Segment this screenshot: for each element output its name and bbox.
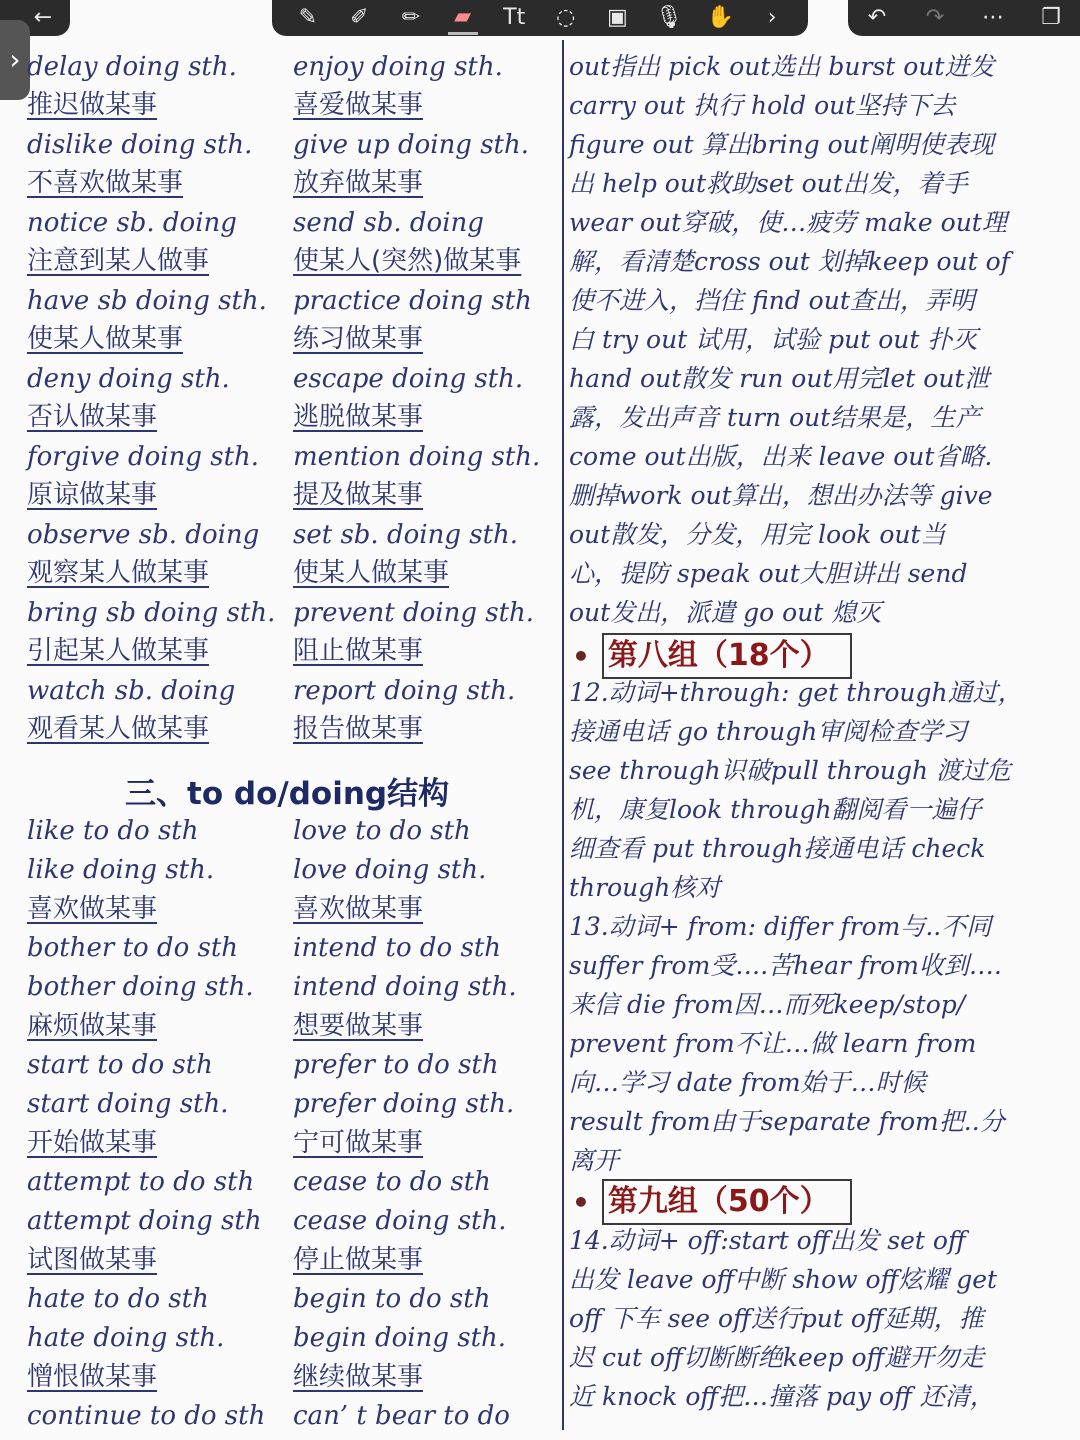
phrase-chinese: 报告做某事 [293, 714, 424, 744]
phrase-chinese: 想要做某事 [293, 1011, 424, 1041]
highlighter-icon[interactable]: ✐ [350, 5, 369, 30]
phrase-english: prevent doing sth. [293, 598, 535, 628]
right-note-line: 离开 [569, 1146, 620, 1175]
phrase-english: can’ t bear to do [293, 1401, 510, 1431]
right-note-line: out散发，分发，用完 look out当 [569, 520, 946, 549]
bullet-icon: • [572, 1185, 590, 1219]
right-note-line: 解，看清楚cross out 划掉keep out of [569, 247, 1010, 276]
phrase-english: like to do sth [27, 816, 199, 846]
phrase-english: bring sb doing sth. [27, 598, 276, 628]
right-note-line: see through识破pull through 渡过危 [569, 756, 1012, 785]
right-note-line: 露，发出声音 turn out结果是，生产 [569, 403, 981, 432]
phrase-chinese: 推迟做某事 [27, 90, 158, 120]
hand-icon[interactable]: ✋ [706, 5, 735, 30]
drawing-toolbar [272, 0, 808, 36]
phrase-english: set sb. doing sth. [293, 520, 519, 550]
phrase-chinese: 喜欢做某事 [27, 894, 158, 924]
right-note-line: result from由于separate from把..分 [569, 1107, 1005, 1136]
phrase-english: intend doing sth. [293, 972, 517, 1002]
right-note-line: off 下车 see off送行put off延期，推 [569, 1304, 984, 1333]
sidebar-toggle[interactable] [0, 20, 30, 100]
phrase-english: forgive doing sth. [27, 442, 260, 472]
back-arrow-icon[interactable]: ← [33, 5, 53, 30]
phrase-chinese: 麻烦做某事 [27, 1011, 158, 1041]
phrase-english: love to do sth [293, 816, 471, 846]
phrase-chinese: 放弃做某事 [293, 168, 424, 198]
right-note-line: 出 help out救助set out出发，着手 [569, 169, 968, 198]
right-note-line: 心，提防 speak out大胆讲出 send [569, 559, 968, 588]
right-note-line: 13.动词+ from: differ from与..不同 [569, 912, 992, 941]
phrase-english: cease to do sth [293, 1167, 491, 1197]
phrase-chinese: 使某人做某事 [27, 324, 184, 354]
phrase-english: delay doing sth. [27, 52, 237, 82]
phrase-chinese: 使某人做某事 [293, 558, 450, 588]
right-note-line: 向…学习 date from始于…时候 [569, 1068, 926, 1097]
phrase-chinese: 停止做某事 [293, 1245, 424, 1275]
pen-icon[interactable]: ✎ [298, 5, 318, 30]
phrase-english: bother to do sth [27, 933, 239, 963]
phrase-english: mention doing sth. [293, 442, 541, 472]
right-note-line: 细查看 put through接通电话 check [569, 834, 986, 863]
right-note-line: 使不进入，挡住 find out查出，弄明 [569, 286, 975, 315]
chevron-right-icon: › [9, 43, 21, 76]
right-note-line: 12.动词+through: get through通过， [569, 678, 1023, 707]
phrase-english: begin doing sth. [293, 1323, 507, 1353]
pages-icon[interactable]: ❐ [1041, 5, 1061, 30]
marker-icon[interactable]: ✏ [401, 5, 421, 30]
mic-icon[interactable]: 🎙 [654, 5, 683, 30]
right-note-line: 近 knock off把…撞落 pay off 还清， [569, 1382, 995, 1411]
right-note-line: 迟 cut off切断断绝keep off避开勿走 [569, 1343, 985, 1372]
phrase-english: attempt to do sth [27, 1167, 255, 1197]
image-icon[interactable]: ▣ [606, 5, 628, 30]
group-9-label: 第九组（50个） [602, 1179, 852, 1225]
eraser-icon[interactable]: ▰ [448, 2, 478, 35]
phrase-english: love doing sth. [293, 855, 487, 885]
right-note-line: 接通电话 go through审阅检查学习 [569, 717, 968, 746]
right-note-line: wear out穿破，使…疲劳 make out理 [569, 208, 1007, 237]
group-8-header [572, 636, 852, 676]
right-note-line: out发出，派遣 go out 熄灭 [569, 598, 882, 627]
right-note-line: out指出 pick out选出 burst out迸发 [569, 52, 995, 81]
right-note-line: carry out 执行 hold out坚持下去 [569, 91, 956, 120]
phrase-chinese: 原谅做某事 [27, 480, 158, 510]
phrase-english: notice sb. doing [27, 208, 237, 238]
phrase-chinese: 观看某人做某事 [27, 714, 210, 744]
phrase-chinese: 注意到某人做事 [27, 246, 210, 276]
phrase-chinese: 否认做某事 [27, 402, 158, 432]
phrase-english: cease doing sth. [293, 1206, 507, 1236]
right-note-line: prevent from不让…做 learn from [569, 1029, 977, 1058]
phrase-chinese: 开始做某事 [27, 1128, 158, 1158]
phrase-english: intend to do sth [293, 933, 502, 963]
phrase-english: begin to do sth [293, 1284, 491, 1314]
right-note-line: 白 try out 试用，试验 put out 扑灭 [569, 325, 978, 354]
phrase-english: attempt doing sth [27, 1206, 262, 1236]
phrase-english: start to do sth [27, 1050, 213, 1080]
redo-icon[interactable]: ↷ [925, 5, 945, 30]
phrase-english: watch sb. doing [27, 676, 236, 706]
phrase-chinese: 试图做某事 [27, 1245, 158, 1275]
right-note-line: 机，康复look through翻阅看一遍仔 [569, 795, 982, 824]
phrase-chinese: 宁可做某事 [293, 1128, 424, 1158]
text-icon[interactable]: Tt [503, 5, 526, 30]
phrase-english: hate to do sth [27, 1284, 209, 1314]
chevron-right-icon[interactable]: › [767, 5, 777, 30]
right-note-line: 删掉work out算出，想出办法等 give [569, 481, 993, 510]
right-note-line: figure out 算出bring out阐明使表现 [569, 130, 994, 159]
phrase-chinese: 不喜欢做某事 [27, 168, 184, 198]
phrase-chinese: 练习做某事 [293, 324, 424, 354]
group-9-header [572, 1182, 852, 1222]
right-note-line: suffer from受….苦hear from收到…. [569, 951, 1002, 980]
phrase-chinese: 阻止做某事 [293, 636, 424, 666]
column-divider [562, 40, 564, 1430]
bullet-icon: • [572, 639, 590, 673]
phrase-chinese: 使某人(突然)做某事 [293, 246, 522, 276]
phrase-english: deny doing sth. [27, 364, 230, 394]
phrase-chinese: 逃脱做某事 [293, 402, 424, 432]
phrase-chinese: 观察某人做某事 [27, 558, 210, 588]
section-heading: 三、to do/doing结构 [125, 776, 450, 812]
undo-icon[interactable]: ↶ [867, 5, 887, 30]
phrase-english: prefer to do sth [293, 1050, 499, 1080]
phrase-chinese: 提及做某事 [293, 480, 424, 510]
phrase-english: have sb doing sth. [27, 286, 267, 316]
phrase-english: give up doing sth. [293, 130, 530, 160]
phrase-chinese: 喜欢做某事 [293, 894, 424, 924]
phrase-chinese: 憎恨做某事 [27, 1362, 158, 1392]
right-note-line: 出发 leave off中断 show off炫耀 get [569, 1265, 998, 1294]
phrase-english: bother doing sth. [27, 972, 254, 1002]
phrase-english: start doing sth. [27, 1089, 229, 1119]
phrase-english: observe sb. doing [27, 520, 260, 550]
right-note-line: 来信 die from因…而死keep/stop/ [569, 990, 966, 1019]
more-icon[interactable]: ⋯ [982, 5, 1004, 30]
phrase-english: like doing sth. [27, 855, 215, 885]
phrase-english: prefer doing sth. [293, 1089, 515, 1119]
right-note-line: come out出版，出来 leave out省略. [569, 442, 993, 471]
phrase-english: hate doing sth. [27, 1323, 225, 1353]
top-right-toolbar [848, 0, 1080, 36]
phrase-english: report doing sth. [293, 676, 516, 706]
right-note-line: hand out散发 run out用完let out泄 [569, 364, 990, 393]
phrase-chinese: 喜爱做某事 [293, 90, 424, 120]
phrase-english: escape doing sth. [293, 364, 524, 394]
phrase-english: enjoy doing sth. [293, 52, 503, 82]
phrase-chinese: 继续做某事 [293, 1362, 424, 1392]
phrase-english: practice doing sth [293, 286, 532, 316]
right-note-line: through核对 [569, 873, 721, 902]
right-note-line: 14.动词+ off:start off出发 set off [569, 1226, 966, 1255]
phrase-english: send sb. doing [293, 208, 484, 238]
phrase-chinese: 引起某人做某事 [27, 636, 210, 666]
lasso-icon[interactable]: ◌ [556, 5, 576, 30]
group-8-label: 第八组（18个） [602, 633, 852, 679]
phrase-english: dislike doing sth. [27, 130, 253, 160]
phrase-english: continue to do sth [27, 1401, 266, 1431]
